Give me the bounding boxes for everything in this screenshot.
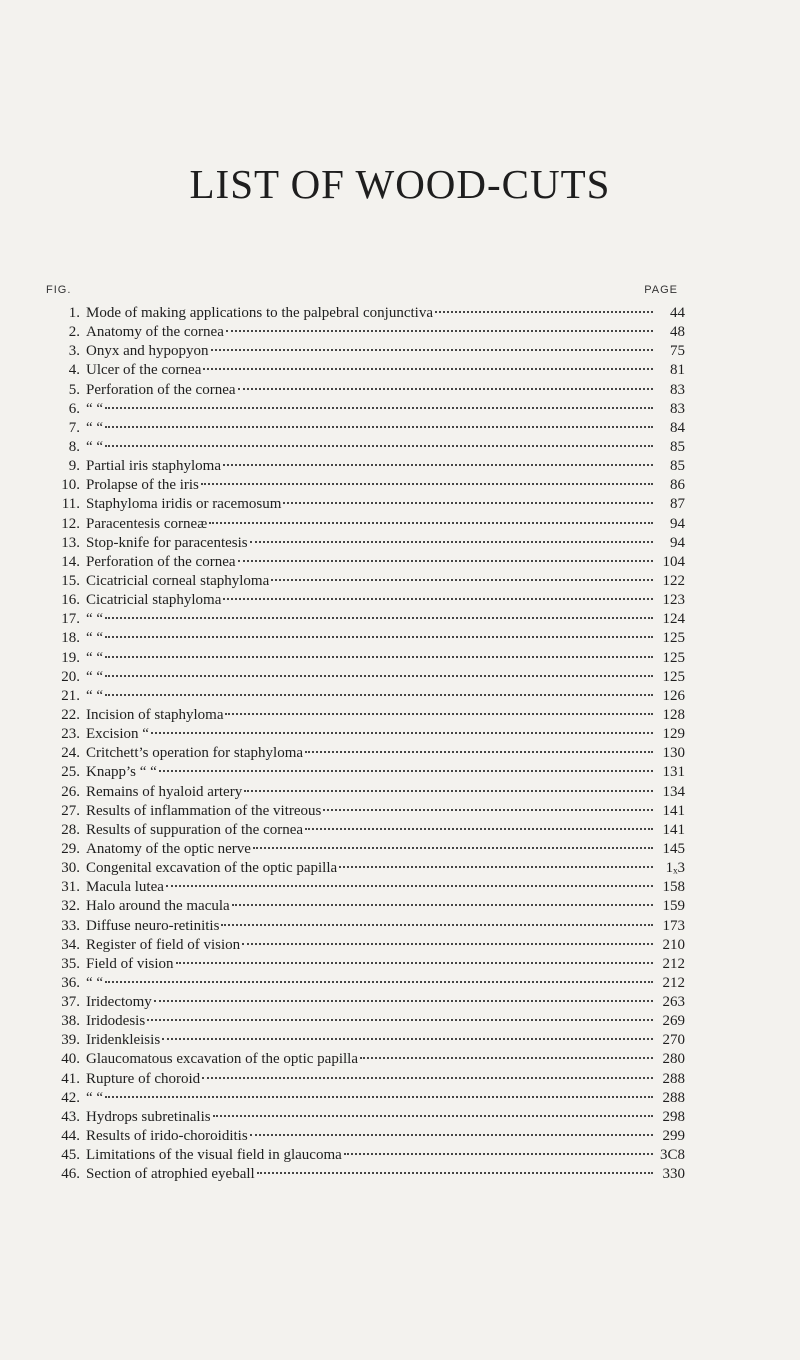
figure-caption: “ “ bbox=[86, 630, 104, 647]
list-item bbox=[40, 298, 685, 321]
dot-leader bbox=[305, 738, 653, 757]
page-number: 85 bbox=[670, 438, 685, 455]
figure-number: 45. bbox=[61, 1147, 80, 1164]
figure-caption: Field of vision bbox=[86, 955, 174, 972]
figure-caption: “ “ bbox=[86, 611, 104, 628]
dot-leader bbox=[253, 834, 653, 853]
figure-caption: “ “ bbox=[86, 438, 104, 455]
dot-leader bbox=[105, 604, 653, 623]
figure-number: 12. bbox=[61, 515, 80, 532]
list-item bbox=[40, 987, 685, 1011]
page-number: 124 bbox=[662, 611, 685, 628]
list-item bbox=[40, 1083, 685, 1106]
dot-leader bbox=[271, 566, 653, 585]
dot-leader bbox=[105, 968, 653, 987]
figure-caption: Iridenkleisis bbox=[86, 1032, 161, 1049]
figure-number: 2. bbox=[68, 324, 80, 341]
figure-number: 4. bbox=[68, 362, 80, 379]
dot-leader bbox=[105, 662, 653, 681]
page-number: 210 bbox=[662, 936, 685, 953]
dot-leader bbox=[201, 470, 653, 489]
figure-caption: Mode of making applications to the palpebral conjunctiva bbox=[86, 305, 433, 321]
figure-caption: Staphyloma iridis or racemosum bbox=[86, 496, 282, 513]
dot-leader bbox=[305, 815, 653, 834]
dot-leader bbox=[105, 394, 653, 413]
page-number: 87 bbox=[670, 496, 685, 513]
figure-caption: Rupture of choroid bbox=[86, 1070, 201, 1087]
figure-number: 8. bbox=[68, 438, 80, 455]
figure-number: 18. bbox=[61, 630, 80, 647]
figure-number: 3. bbox=[68, 343, 80, 360]
figure-caption: Paracentesis corneæ bbox=[86, 515, 208, 532]
dot-leader bbox=[213, 1102, 653, 1121]
figure-caption: Iridectomy bbox=[86, 994, 152, 1011]
page-number: 125 bbox=[662, 668, 685, 685]
page-number: 130 bbox=[662, 745, 685, 762]
dot-leader bbox=[250, 528, 653, 547]
dot-leader bbox=[223, 451, 653, 470]
page-number: 212 bbox=[662, 974, 685, 991]
page-number: 44 bbox=[670, 305, 685, 321]
figure-number: 19. bbox=[61, 649, 80, 666]
page-number: 288 bbox=[662, 1089, 685, 1106]
dot-leader bbox=[105, 623, 653, 642]
fig-column-header: FIG. bbox=[46, 284, 72, 296]
page-number: 288 bbox=[662, 1070, 685, 1087]
figure-number: 22. bbox=[61, 706, 80, 723]
page-number: 104 bbox=[662, 553, 685, 570]
figure-number: 16. bbox=[61, 592, 80, 609]
figure-number: 15. bbox=[61, 572, 80, 589]
figure-number: 13. bbox=[61, 534, 80, 551]
page-number: 123 bbox=[662, 592, 685, 609]
page-number: 122 bbox=[662, 572, 685, 589]
figure-caption: Knapp’s “ “ bbox=[86, 764, 157, 781]
figure-caption: Results of irido-choroiditis bbox=[86, 1128, 248, 1145]
figure-number: 41. bbox=[61, 1070, 80, 1087]
page-number: 48 bbox=[670, 324, 685, 341]
figure-number: 33. bbox=[61, 917, 80, 934]
dot-leader bbox=[257, 1159, 653, 1178]
figure-number: 17. bbox=[61, 611, 80, 628]
dot-leader bbox=[339, 853, 653, 872]
figure-number: 10. bbox=[61, 477, 80, 494]
page-number: 86 bbox=[670, 477, 685, 494]
page-number: 129 bbox=[662, 726, 685, 743]
figure-caption: Stop-knife for paracentesis bbox=[86, 534, 248, 551]
figure-number: 20. bbox=[61, 668, 80, 685]
figure-caption: Prolapse of the iris bbox=[86, 477, 199, 494]
page-number: 145 bbox=[662, 840, 685, 857]
page-number: 83 bbox=[670, 381, 685, 398]
page-number: 158 bbox=[662, 879, 685, 896]
dot-leader bbox=[435, 298, 653, 317]
figure-number: 46. bbox=[61, 1166, 80, 1183]
figure-number: 42. bbox=[61, 1089, 80, 1106]
dot-leader bbox=[202, 1064, 653, 1083]
figure-caption: Onyx and hypopyon bbox=[86, 343, 209, 360]
dot-leader bbox=[238, 547, 653, 566]
figure-number: 7. bbox=[68, 419, 80, 436]
dot-leader bbox=[226, 317, 653, 336]
figure-caption: Diffuse neuro-retinitis bbox=[86, 917, 220, 934]
list-item bbox=[40, 968, 685, 991]
dot-leader bbox=[344, 1140, 653, 1159]
page-number: 263 bbox=[662, 994, 685, 1011]
page-number: 280 bbox=[662, 1051, 685, 1068]
dot-leader bbox=[323, 796, 653, 815]
list-item bbox=[40, 1102, 685, 1125]
figure-caption: Congenital excavation of the optic papilla bbox=[86, 860, 338, 877]
figure-caption: Results of suppuration of the cornea bbox=[86, 821, 304, 838]
figure-number: 40. bbox=[61, 1051, 80, 1068]
page-number: 134 bbox=[662, 783, 685, 800]
dot-leader bbox=[151, 719, 653, 738]
figure-number: 44. bbox=[61, 1128, 80, 1145]
figure-number: 28. bbox=[61, 821, 80, 838]
list-item bbox=[40, 394, 685, 417]
dot-leader bbox=[225, 700, 653, 719]
figure-caption: “ “ bbox=[86, 419, 104, 436]
figure-number: 23. bbox=[61, 726, 80, 743]
dot-leader bbox=[223, 585, 653, 604]
page-number: 298 bbox=[662, 1108, 685, 1125]
figure-number: 32. bbox=[61, 898, 80, 915]
figure-number: 6. bbox=[68, 400, 80, 417]
figure-caption: Anatomy of the optic nerve bbox=[86, 840, 251, 857]
figure-caption: “ “ bbox=[86, 668, 104, 685]
dot-leader bbox=[159, 757, 653, 776]
page-number: 94 bbox=[670, 534, 685, 551]
list-item bbox=[40, 681, 685, 704]
dot-leader bbox=[244, 777, 653, 796]
page-column-header: PAGE bbox=[644, 284, 678, 296]
dot-leader bbox=[162, 1025, 653, 1044]
dot-leader bbox=[203, 355, 653, 374]
dot-leader bbox=[105, 1083, 653, 1102]
figure-caption: “ “ bbox=[86, 649, 104, 666]
dot-leader bbox=[105, 432, 653, 451]
figure-number: 5. bbox=[68, 381, 80, 398]
figure-caption: Section of atrophied eyeball bbox=[86, 1166, 255, 1183]
dot-leader bbox=[238, 375, 653, 394]
figure-number: 34. bbox=[61, 936, 80, 953]
figure-caption: “ “ bbox=[86, 1089, 104, 1106]
page-number: 85 bbox=[670, 458, 685, 475]
figure-number: 11. bbox=[61, 496, 80, 513]
page-number: 94 bbox=[670, 515, 685, 532]
figure-caption: Results of inflammation of the vitreous bbox=[86, 802, 322, 819]
figure-number: 36. bbox=[61, 974, 80, 991]
woodcut-list bbox=[40, 298, 685, 1183]
figure-caption: Halo around the macula bbox=[86, 898, 230, 915]
figure-caption: Incision of staphyloma bbox=[86, 706, 224, 723]
dot-leader bbox=[176, 949, 653, 968]
figure-caption: Perforation of the cornea bbox=[86, 553, 236, 570]
figure-caption: Hydrops subretinalis bbox=[86, 1108, 211, 1125]
dot-leader bbox=[209, 509, 653, 528]
figure-caption: Excision “ bbox=[86, 726, 149, 743]
page-number: 81 bbox=[670, 362, 685, 379]
figure-caption: “ “ bbox=[86, 400, 104, 417]
list-item bbox=[40, 643, 685, 666]
page-number: 330 bbox=[662, 1166, 685, 1183]
figure-number: 25. bbox=[61, 764, 80, 781]
figure-caption: Partial iris staphyloma bbox=[86, 458, 221, 475]
figure-caption: Glaucomatous excavation of the optic papilla bbox=[86, 1051, 358, 1068]
figure-caption: Register of field of vision bbox=[86, 936, 241, 953]
dot-leader bbox=[154, 987, 653, 1006]
figure-caption: Ulcer of the cornea bbox=[86, 362, 202, 379]
page-number: 75 bbox=[670, 343, 685, 360]
page-title: LIST OF WOOD-CUTS bbox=[189, 161, 611, 207]
page-number: 212 bbox=[662, 955, 685, 972]
dot-leader bbox=[105, 643, 653, 662]
page-number: 141 bbox=[662, 802, 685, 819]
page-number: 269 bbox=[662, 1013, 685, 1030]
page-number: 126 bbox=[662, 687, 685, 704]
dot-leader bbox=[283, 489, 653, 508]
page-number: 270 bbox=[662, 1032, 685, 1049]
figure-caption: Remains of hyaloid artery bbox=[86, 783, 243, 800]
figure-caption: Perforation of the cornea bbox=[86, 381, 236, 398]
figure-number: 1. bbox=[68, 305, 80, 321]
figure-number: 14. bbox=[61, 553, 80, 570]
figure-number: 30. bbox=[61, 860, 80, 877]
figure-number: 37. bbox=[61, 994, 80, 1011]
page-number: 299 bbox=[662, 1128, 685, 1145]
dot-leader bbox=[105, 681, 653, 700]
figure-caption: Critchett’s operation for staphyloma bbox=[86, 745, 304, 762]
dot-leader bbox=[105, 413, 653, 432]
page-number: 159 bbox=[662, 898, 685, 915]
figure-number: 38. bbox=[61, 1013, 80, 1030]
dot-leader bbox=[166, 872, 653, 891]
figure-number: 9. bbox=[68, 458, 80, 475]
list-item bbox=[40, 451, 685, 475]
page-number: 1ₓ3 bbox=[665, 860, 685, 877]
figure-number: 35. bbox=[61, 955, 80, 972]
figure-caption: Limitations of the visual field in glaucoma bbox=[86, 1147, 342, 1164]
figure-number: 26. bbox=[61, 783, 80, 800]
dot-leader bbox=[221, 911, 653, 930]
page-number: 128 bbox=[662, 706, 685, 723]
list-item bbox=[40, 432, 685, 455]
dot-leader bbox=[147, 1006, 653, 1025]
dot-leader bbox=[232, 891, 653, 910]
figure-number: 39. bbox=[61, 1032, 80, 1049]
dot-leader bbox=[250, 1121, 653, 1140]
list-item bbox=[40, 604, 685, 628]
figure-caption: “ “ bbox=[86, 974, 104, 991]
dot-leader bbox=[360, 1044, 653, 1063]
figure-number: 21. bbox=[61, 687, 80, 704]
page-number: 83 bbox=[670, 400, 685, 417]
figure-number: 27. bbox=[61, 802, 80, 819]
list-item bbox=[40, 700, 685, 723]
figure-number: 43. bbox=[61, 1108, 80, 1125]
dot-leader bbox=[242, 930, 653, 949]
dot-leader bbox=[211, 336, 654, 355]
page-number: 125 bbox=[662, 630, 685, 647]
figure-caption: Iridodesis bbox=[86, 1013, 146, 1030]
figure-caption: Macula lutea bbox=[86, 879, 164, 896]
figure-caption: “ “ bbox=[86, 687, 104, 704]
list-item bbox=[40, 662, 685, 685]
list-item bbox=[40, 623, 685, 647]
list-item bbox=[40, 413, 685, 436]
figure-caption: Cicatricial staphyloma bbox=[86, 592, 222, 609]
page-number: 131 bbox=[662, 764, 685, 781]
page-number: 141 bbox=[662, 821, 685, 838]
page-number: 125 bbox=[662, 649, 685, 666]
figure-number: 24. bbox=[61, 745, 80, 762]
figure-number: 31. bbox=[61, 879, 80, 896]
figure-caption: Cicatricial corneal staphyloma bbox=[86, 572, 270, 589]
figure-caption: Anatomy of the cornea bbox=[86, 324, 224, 341]
figure-number: 29. bbox=[61, 840, 80, 857]
page-number: 173 bbox=[662, 917, 685, 934]
page-number: 3C8 bbox=[659, 1147, 685, 1164]
page-number: 84 bbox=[670, 419, 685, 436]
